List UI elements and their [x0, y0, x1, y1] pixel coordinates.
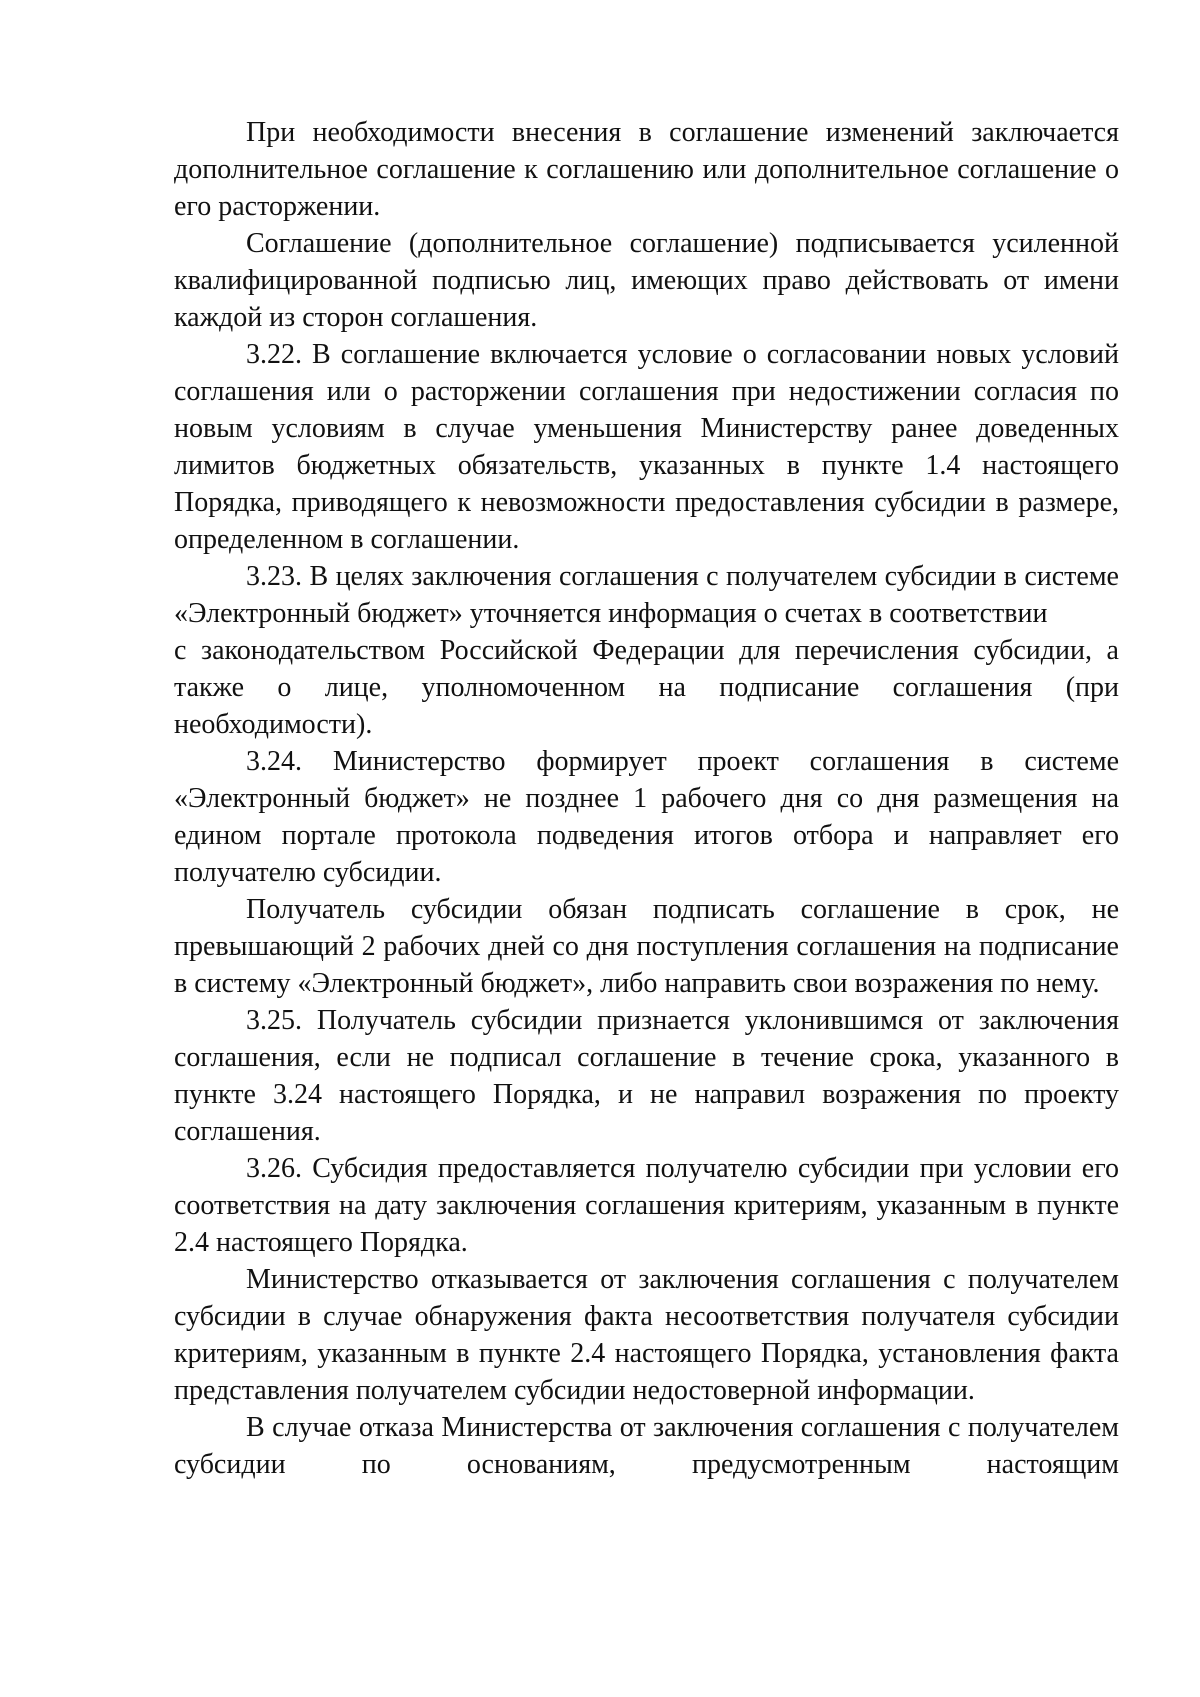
paragraph-3-26: 3.26. Субсидия предоставляется получателю субсидии при условии его соответствия на дату заключения соглашения критериям, указанным в пункте 2.4 настоящего Порядка.	[174, 1153, 1119, 1258]
paragraph-3-22: 3.22. В соглашение включается условие о согласовании новых условий соглашения или о расторжении соглашения при недостижении согласия по новым условиям в случае уменьшения Министерству ранее доведенных лимитов бюджетных обязательств, указанных в пункте 1.4 настоящего Порядка, приводящего к невозможности предоставления субсидии в размере, определенном в соглашении.	[174, 339, 1119, 555]
paragraph-3-24: 3.24. Министерство формирует проект соглашения в системе «Электронный бюджет» не позднее 1 рабочего дня со дня размещения на едином портале протокола подведения итогов отбора и направляет его получателю субсидии.	[174, 746, 1119, 888]
paragraph-refusal-case: В случае отказа Министерства от заключения соглашения с получателем субсидии по основаниям, предусмотренным настоящим	[174, 1412, 1119, 1480]
paragraph-recipient-obligation: Получатель субсидии обязан подписать соглашение в срок, не превышающий 2 рабочих дней со дня поступления соглашения на подписание в систему «Электронный бюджет», либо направить свои возражения по нему.	[174, 894, 1119, 999]
paragraph-3-23-continued: с законодательством Российской Федерации для перечисления субсидии, а также о лице, уполномоченном на подписание соглашения (при необходимости).	[174, 635, 1119, 740]
paragraph-ministry-refusal: Министерство отказывается от заключения соглашения с получателем субсидии в случае обнаружения факта несоответствия получателя субсидии критериям, указанным в пункте 2.4 настоящего Порядка, установления факта представления получателем субсидии недостоверной информации.	[174, 1264, 1119, 1406]
paragraph-agreement-amendments: При необходимости внесения в соглашение изменений заключается дополнительное соглашение к соглашению или дополнительное соглашение о его расторжении.	[174, 117, 1119, 222]
paragraph-3-23: 3.23. В целях заключения соглашения с получателем субсидии в системе «Электронный бюджет» уточняется информация о счетах в соответствии	[174, 561, 1119, 629]
paragraph-agreement-signature: Соглашение (дополнительное соглашение) подписывается усиленной квалифицированной подписью лиц, имеющих право действовать от имени каждой из сторон соглашения.	[174, 228, 1119, 333]
paragraph-3-25: 3.25. Получатель субсидии признается уклонившимся от заключения соглашения, если не подписал соглашение в течение срока, указанного в пункте 3.24 настоящего Порядка, и не направил возражения по проекту соглашения.	[174, 1005, 1119, 1147]
